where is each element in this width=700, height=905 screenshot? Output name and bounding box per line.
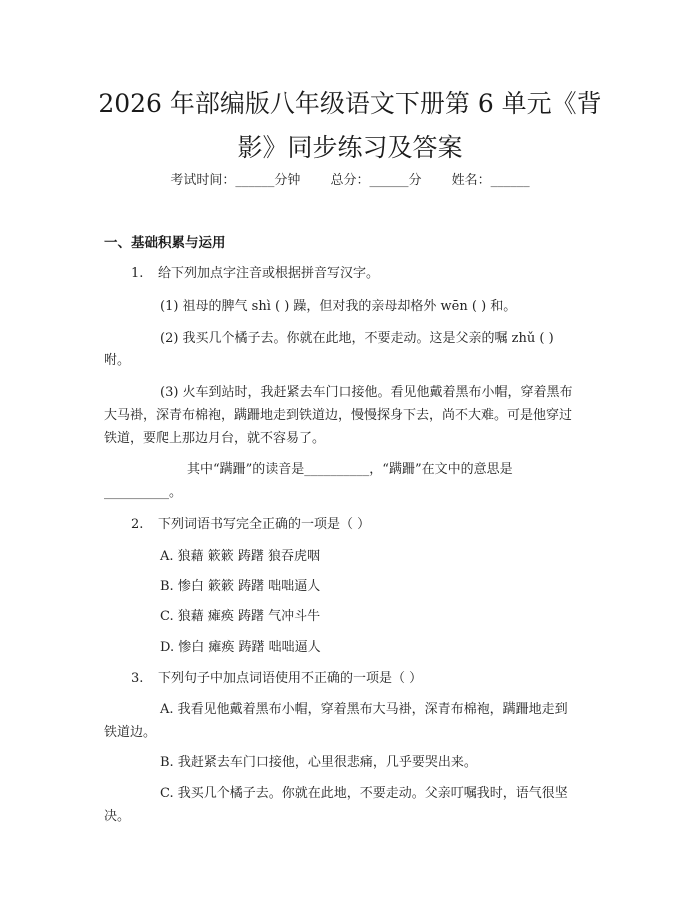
q1-subitem-2-cont: 咐。	[104, 353, 131, 368]
q3-option-a: A. 我看见他戴着黑布小帽，穿着黑布大马褂，深青布棉袍，蹒跚地走到	[160, 702, 568, 717]
question-number: 3.	[131, 671, 144, 686]
question-number: 2.	[131, 517, 144, 532]
q1-subitem-3-cont-1: 大马褂，深青布棉袍，蹒跚地走到铁道边，慢慢探身下去，尚不大难。可是他穿过	[104, 408, 573, 423]
question-2	[131, 513, 370, 532]
exam-name: 姓名：______	[451, 173, 530, 188]
question-text: 给下列加点字注音或根据拼音写汉字。	[158, 266, 380, 281]
q2-option-a: A. 狼藉 簌簌 踌躇 狼吞虎咽	[160, 549, 321, 564]
question-text: 下列词语书写完全正确的一项是（ ）	[158, 517, 371, 532]
q2-option-b: B. 惨白 簌簌 踌躇 咄咄逼人	[160, 579, 321, 594]
question-1	[131, 262, 379, 281]
question-3	[131, 667, 422, 686]
q2-option-d: D. 惨白 瘫痪 踌躇 咄咄逼人	[160, 640, 321, 655]
q1-subitem-3-cont-2: 铁道，要爬上那边月台，就不容易了。	[104, 431, 326, 446]
document-title	[80, 82, 620, 170]
q3-option-c-cont: 决。	[104, 809, 131, 824]
q1-fill-blank: __________。	[104, 485, 183, 500]
q1-fill-prompt: 其中“蹒跚”的读音是__________，“蹒跚”在文中的意思是	[187, 462, 513, 477]
exam-score: 总分：______分	[330, 173, 422, 188]
q1-subitem-1: (1) 祖母的脾气 shì ( ) 躁，但对我的亲母却格外 wēn ( ) 和。	[160, 299, 517, 314]
q1-subitem-3: (3) 火车到站时，我赶紧去车门口接他。看见他戴着黑布小帽，穿着黑布	[160, 385, 573, 400]
exam-meta	[0, 169, 700, 188]
title-line-1: 2026 年部编版八年级语文下册第 6 单元《背	[98, 89, 602, 118]
q3-option-a-cont: 铁道边。	[104, 725, 157, 740]
exam-time: 考试时间：______分钟	[170, 173, 301, 188]
q3-option-c: C. 我买几个橘子去。你就在此地，不要走动。父亲叮嘱我时，语气很坚	[160, 786, 568, 801]
question-number: 1.	[131, 266, 144, 281]
q2-option-c: C. 狼藉 瘫痪 踌躇 气冲斗牛	[160, 609, 321, 624]
q3-option-b: B. 我赶紧去车门口接他，心里很悲痛，几乎要哭出来。	[160, 755, 477, 770]
title-line-2: 影》同步练习及答案	[237, 133, 463, 162]
section-heading: 一、基础积累与运用	[104, 235, 226, 251]
q1-subitem-2: (2) 我买几个橘子去。你就在此地，不要走动。这是父亲的嘱 zhǔ ( )	[160, 331, 554, 346]
question-text: 下列句子中加点词语使用不正确的一项是（ ）	[158, 671, 423, 686]
